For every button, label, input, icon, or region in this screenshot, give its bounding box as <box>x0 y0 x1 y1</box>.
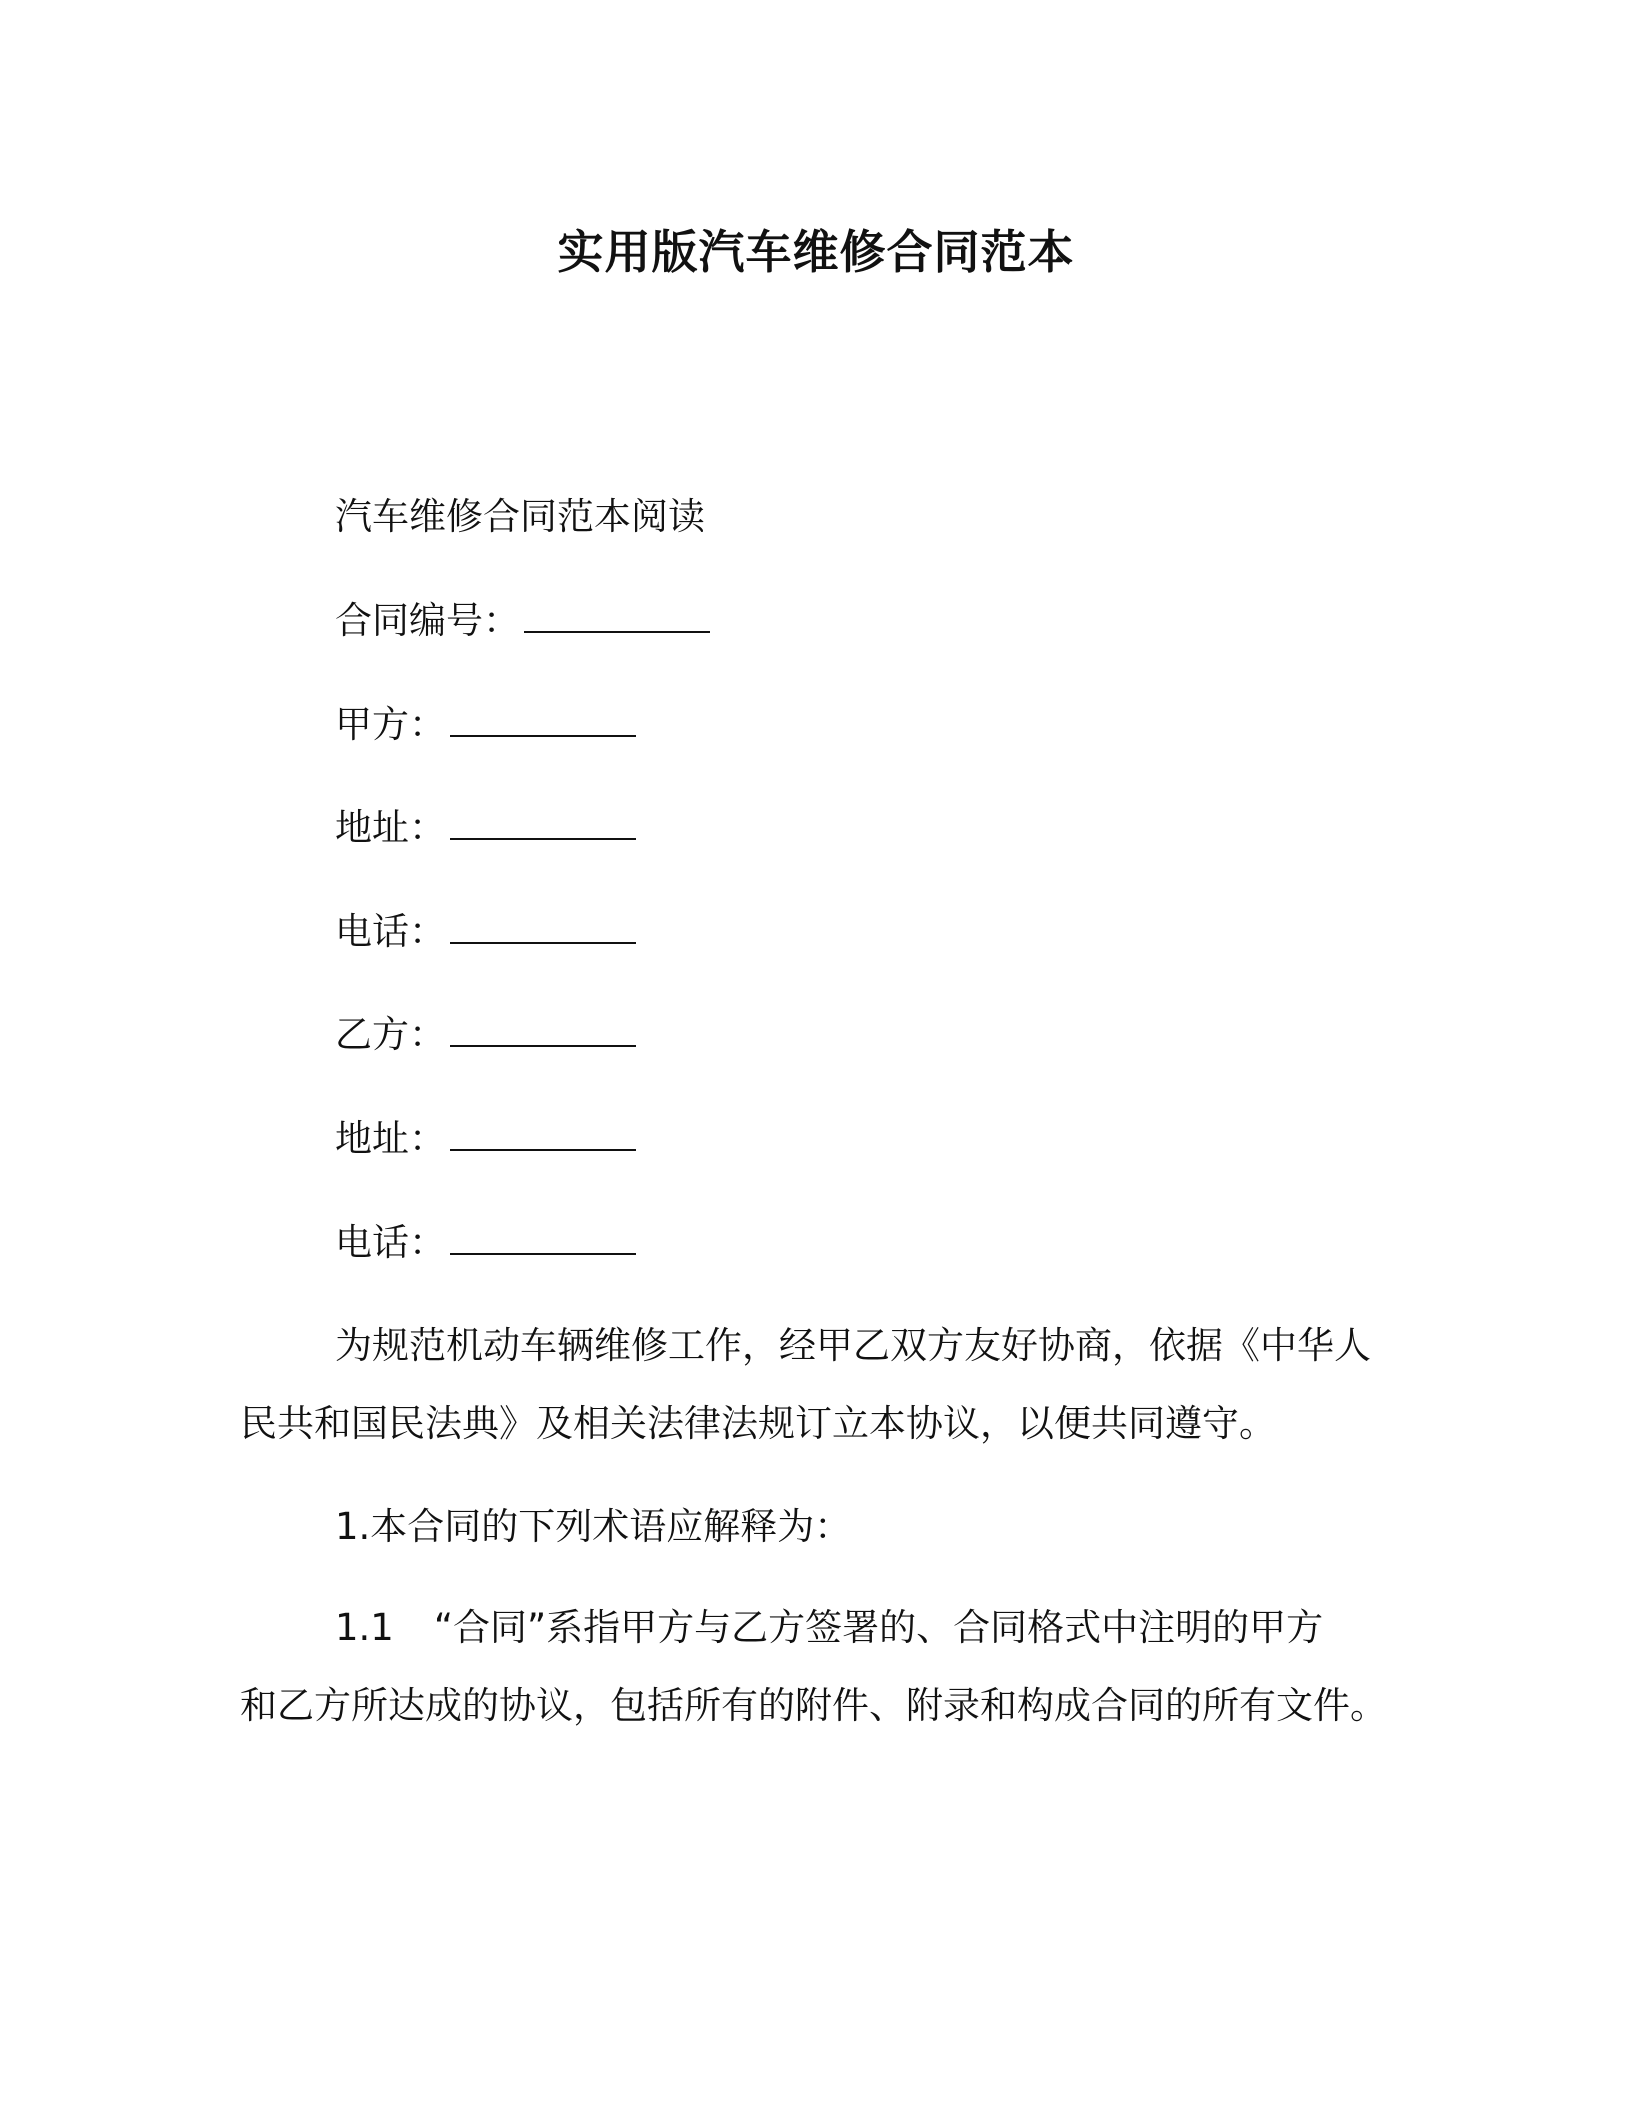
blank-line <box>450 703 636 737</box>
paragraph-text: “合同”系指甲方与乙方签署的、合同格式中注明的甲方 <box>433 1606 1324 1649</box>
field-party-a-address <box>335 803 636 853</box>
paragraph-clause-1-1 <box>240 1589 1390 1745</box>
field-party-b-address <box>335 1114 636 1164</box>
paragraph-line <box>240 1589 1390 1667</box>
paragraph-text: 1.本合同的下列术语应解释为： <box>335 1505 852 1548</box>
field-label: 合同编号： <box>335 599 520 642</box>
paragraph-text: 为规范机动车辆维修工作，经甲乙双方友好协商，依据《中华人 <box>335 1324 1371 1367</box>
paragraph-line <box>240 1488 1390 1566</box>
paragraph-line <box>240 1307 1390 1385</box>
field-label: 地址： <box>335 1117 446 1160</box>
field-label: 甲方： <box>335 703 446 746</box>
blank-line <box>450 1117 636 1151</box>
blank-line <box>450 1221 636 1255</box>
document-subtitle: 汽车维修合同范本阅读 <box>335 495 705 538</box>
blank-line <box>450 1013 636 1047</box>
field-label: 电话： <box>335 910 446 953</box>
clause-number: 1.1 <box>335 1606 394 1649</box>
field-label: 乙方： <box>335 1013 446 1056</box>
blank-line <box>450 806 636 840</box>
field-party-b <box>335 1010 636 1060</box>
paragraph-preamble <box>240 1307 1390 1463</box>
field-label: 电话： <box>335 1221 446 1264</box>
field-label: 地址： <box>335 806 446 849</box>
blank-line <box>450 910 636 944</box>
field-party-a-phone <box>335 907 636 957</box>
field-party-b-phone <box>335 1218 636 1268</box>
paragraph-line: 民共和国民法典》及相关法律法规订立本协议，以便共同遵守。 <box>240 1402 1276 1445</box>
field-contract-number <box>335 596 710 646</box>
paragraph-line: 和乙方所达成的协议，包括所有的附件、附录和构成合同的所有文件。 <box>240 1684 1387 1727</box>
field-party-a <box>335 700 636 750</box>
blank-line <box>524 599 710 633</box>
paragraph-clause-1 <box>240 1488 1390 1566</box>
document-title: 实用版汽车维修合同范本 <box>557 225 1075 279</box>
